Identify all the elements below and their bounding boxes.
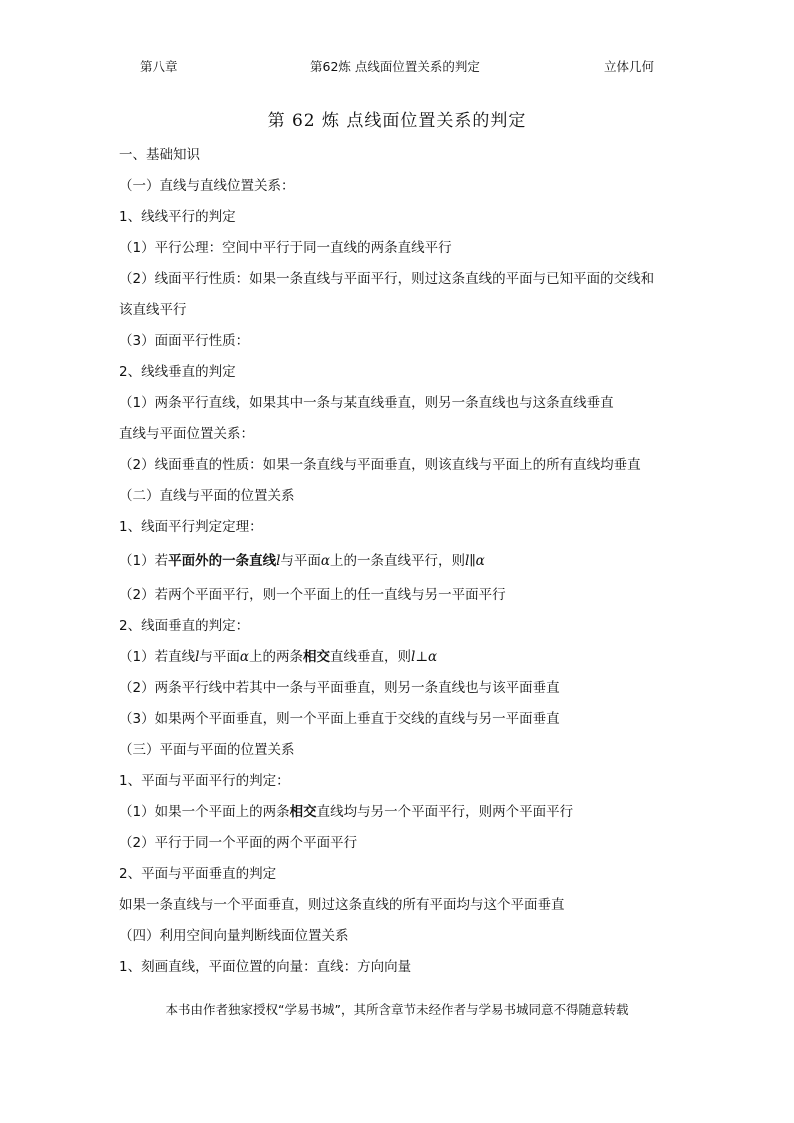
text-run: （1）如果一个平面上的两条	[119, 804, 290, 820]
text-run: （1）若直线	[119, 649, 196, 665]
math-symbol: l	[195, 649, 200, 665]
section-heading: 一、基础知识	[119, 147, 200, 163]
paragraph: （2）两条平行线中若其中一条与平面垂直，则另一条直线也与该平面垂直	[119, 680, 560, 696]
math-expression: l⊥α	[411, 649, 438, 665]
paragraph: （3）如果两个平面垂直，则一个平面上垂直于交线的直线与另一平面垂直	[119, 711, 560, 727]
math-symbol: l	[276, 553, 281, 569]
header-chapter: 第八章	[140, 59, 178, 74]
paragraph: （1）平行公理：空间中平行于同一直线的两条直线平行	[119, 240, 452, 256]
page-header	[0, 57, 794, 77]
text-run: 与平面	[199, 649, 240, 665]
text-run: （1）若	[119, 553, 169, 569]
subsection-heading: （一）直线与直线位置关系：	[119, 178, 295, 194]
paragraph: （2）线面平行性质：如果一条直线与平面平行，则过这条直线的平面与已知平面的交线和	[119, 271, 655, 287]
topic-heading: 2、线线垂直的判定	[119, 364, 236, 380]
math-symbol: α	[320, 553, 331, 569]
paragraph: 如果一条直线与一个平面垂直，则过这条直线的所有平面均与这个平面垂直	[119, 897, 565, 913]
bold-text-run: 相交	[303, 649, 331, 665]
subsection-heading: （二）直线与平面的位置关系	[119, 488, 295, 504]
paragraph: （2）若两个平面平行，则一个平面上的任一直线与另一平面平行	[119, 587, 506, 603]
math-expression: l∥α	[465, 553, 485, 569]
paragraph: （2）平行于同一个平面的两个平面平行	[119, 835, 358, 851]
text-run: 与平面	[280, 553, 321, 569]
bold-text-run: 平面外的一条直线	[168, 553, 277, 569]
topic-heading: 1、线面平行判定定理：	[119, 519, 263, 535]
paragraph-with-math	[119, 551, 689, 585]
paragraph-continuation: 该直线平行	[119, 302, 187, 318]
header-lesson-title: 第62炼 点线面位置关系的判定	[310, 59, 480, 74]
copyright-footer: 本书由作者独家授权“学易书城”，其所含章节未经作者与学易书城同意不得随意转载	[165, 1002, 629, 1017]
text-run: 直线均与另一个平面平行，则两个平面平行	[316, 804, 574, 820]
text-run: 直线垂直，则	[330, 649, 412, 665]
document-body	[119, 145, 689, 988]
math-symbol: α	[239, 649, 250, 665]
paragraph: （1）两条平行直线，如果其中一条与某直线垂直，则另一条直线也与这条直线垂直	[119, 395, 614, 411]
paragraph-with-math	[119, 647, 689, 678]
text-run: 上的两条	[249, 649, 304, 665]
header-subject: 立体几何	[604, 59, 655, 74]
topic-heading: 1、平面与平面平行的判定：	[119, 773, 290, 789]
paragraph: 直线与平面位置关系：	[119, 426, 254, 442]
page-title: 第 62 炼 点线面位置关系的判定	[267, 111, 527, 131]
text-run: 上的一条直线平行，则	[330, 553, 466, 569]
paragraph: （3）面面平行性质：	[119, 333, 250, 349]
subsection-heading: （四）利用空间向量判断线面位置关系	[119, 928, 349, 944]
subsection-heading: （三）平面与平面的位置关系	[119, 742, 295, 758]
paragraph: （2）线面垂直的性质：如果一条直线与平面垂直，则该直线与平面上的所有直线均垂直	[119, 457, 641, 473]
paragraph-with-bold	[119, 802, 689, 833]
bold-text-run: 相交	[289, 804, 317, 820]
topic-heading: 2、平面与平面垂直的判定	[119, 866, 277, 882]
topic-heading: 1、线线平行的判定	[119, 209, 236, 225]
topic-heading: 2、线面垂直的判定：	[119, 618, 250, 634]
topic-heading: 1、刻画直线，平面位置的向量：直线：方向向量	[119, 959, 412, 975]
